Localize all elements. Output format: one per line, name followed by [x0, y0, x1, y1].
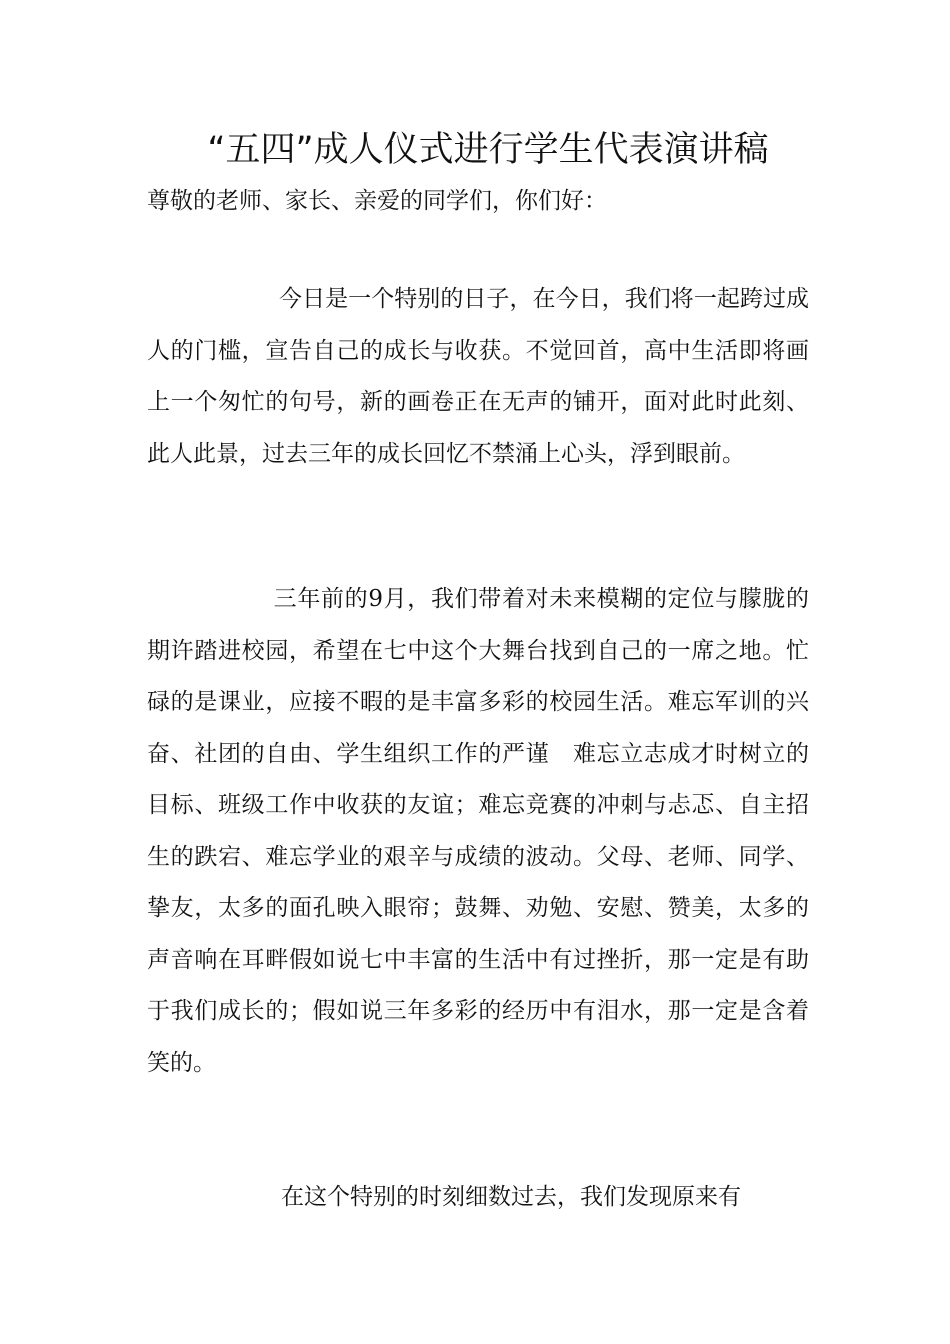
paragraph-2 [147, 574, 809, 1089]
paragraph-3 [147, 1172, 809, 1224]
paragraph-1 [147, 274, 809, 480]
paragraph-2-text: 三年前的9月，我们带着对未来模糊的定位与朦胧的期许踏进校园，希望在七中这个大舞台找到自己的一席之地。忙碌的是课业，应接不暇的是丰富多彩的校园生活。难忘军训的兴奋、社团的自由、学生组织工作的严谨 难忘立志成才时树立的目标、班级工作中收获的友谊；难忘竞赛的冲刺与忐忑、自主招生的跌宕、难忘学业的艰辛与成绩的波动。父母、老师、同学、挚友，太多的面孔映入眼帘；鼓舞、劝勉、安慰、赞美，太多的声音响在耳畔假如说七中丰富的生活中有过挫折，那一定是有助于我们成长的；假如说三年多彩的经历中有泪水，那一定是含着笑的。 [147, 586, 809, 1076]
paragraph-3-text: 在这个特别的时刻细数过去，我们发现原来有 [281, 1184, 741, 1210]
document-title: “五四”成人仪式进行学生代表演讲稿 [207, 130, 769, 170]
paragraph-1-text: 今日是一个特别的日子，在今日，我们将一起跨过成人的门槛，宣告自己的成长与收获。不觉回首，高中生活即将画上一个匆忙的句号，新的画卷正在无声的铺开，面对此时此刻、此人此景，过去三年的成长回忆不禁涌上心头，浮到眼前。 [147, 286, 809, 467]
greeting-line: 尊敬的老师、家长、亲爱的同学们，你们好： [147, 188, 607, 214]
